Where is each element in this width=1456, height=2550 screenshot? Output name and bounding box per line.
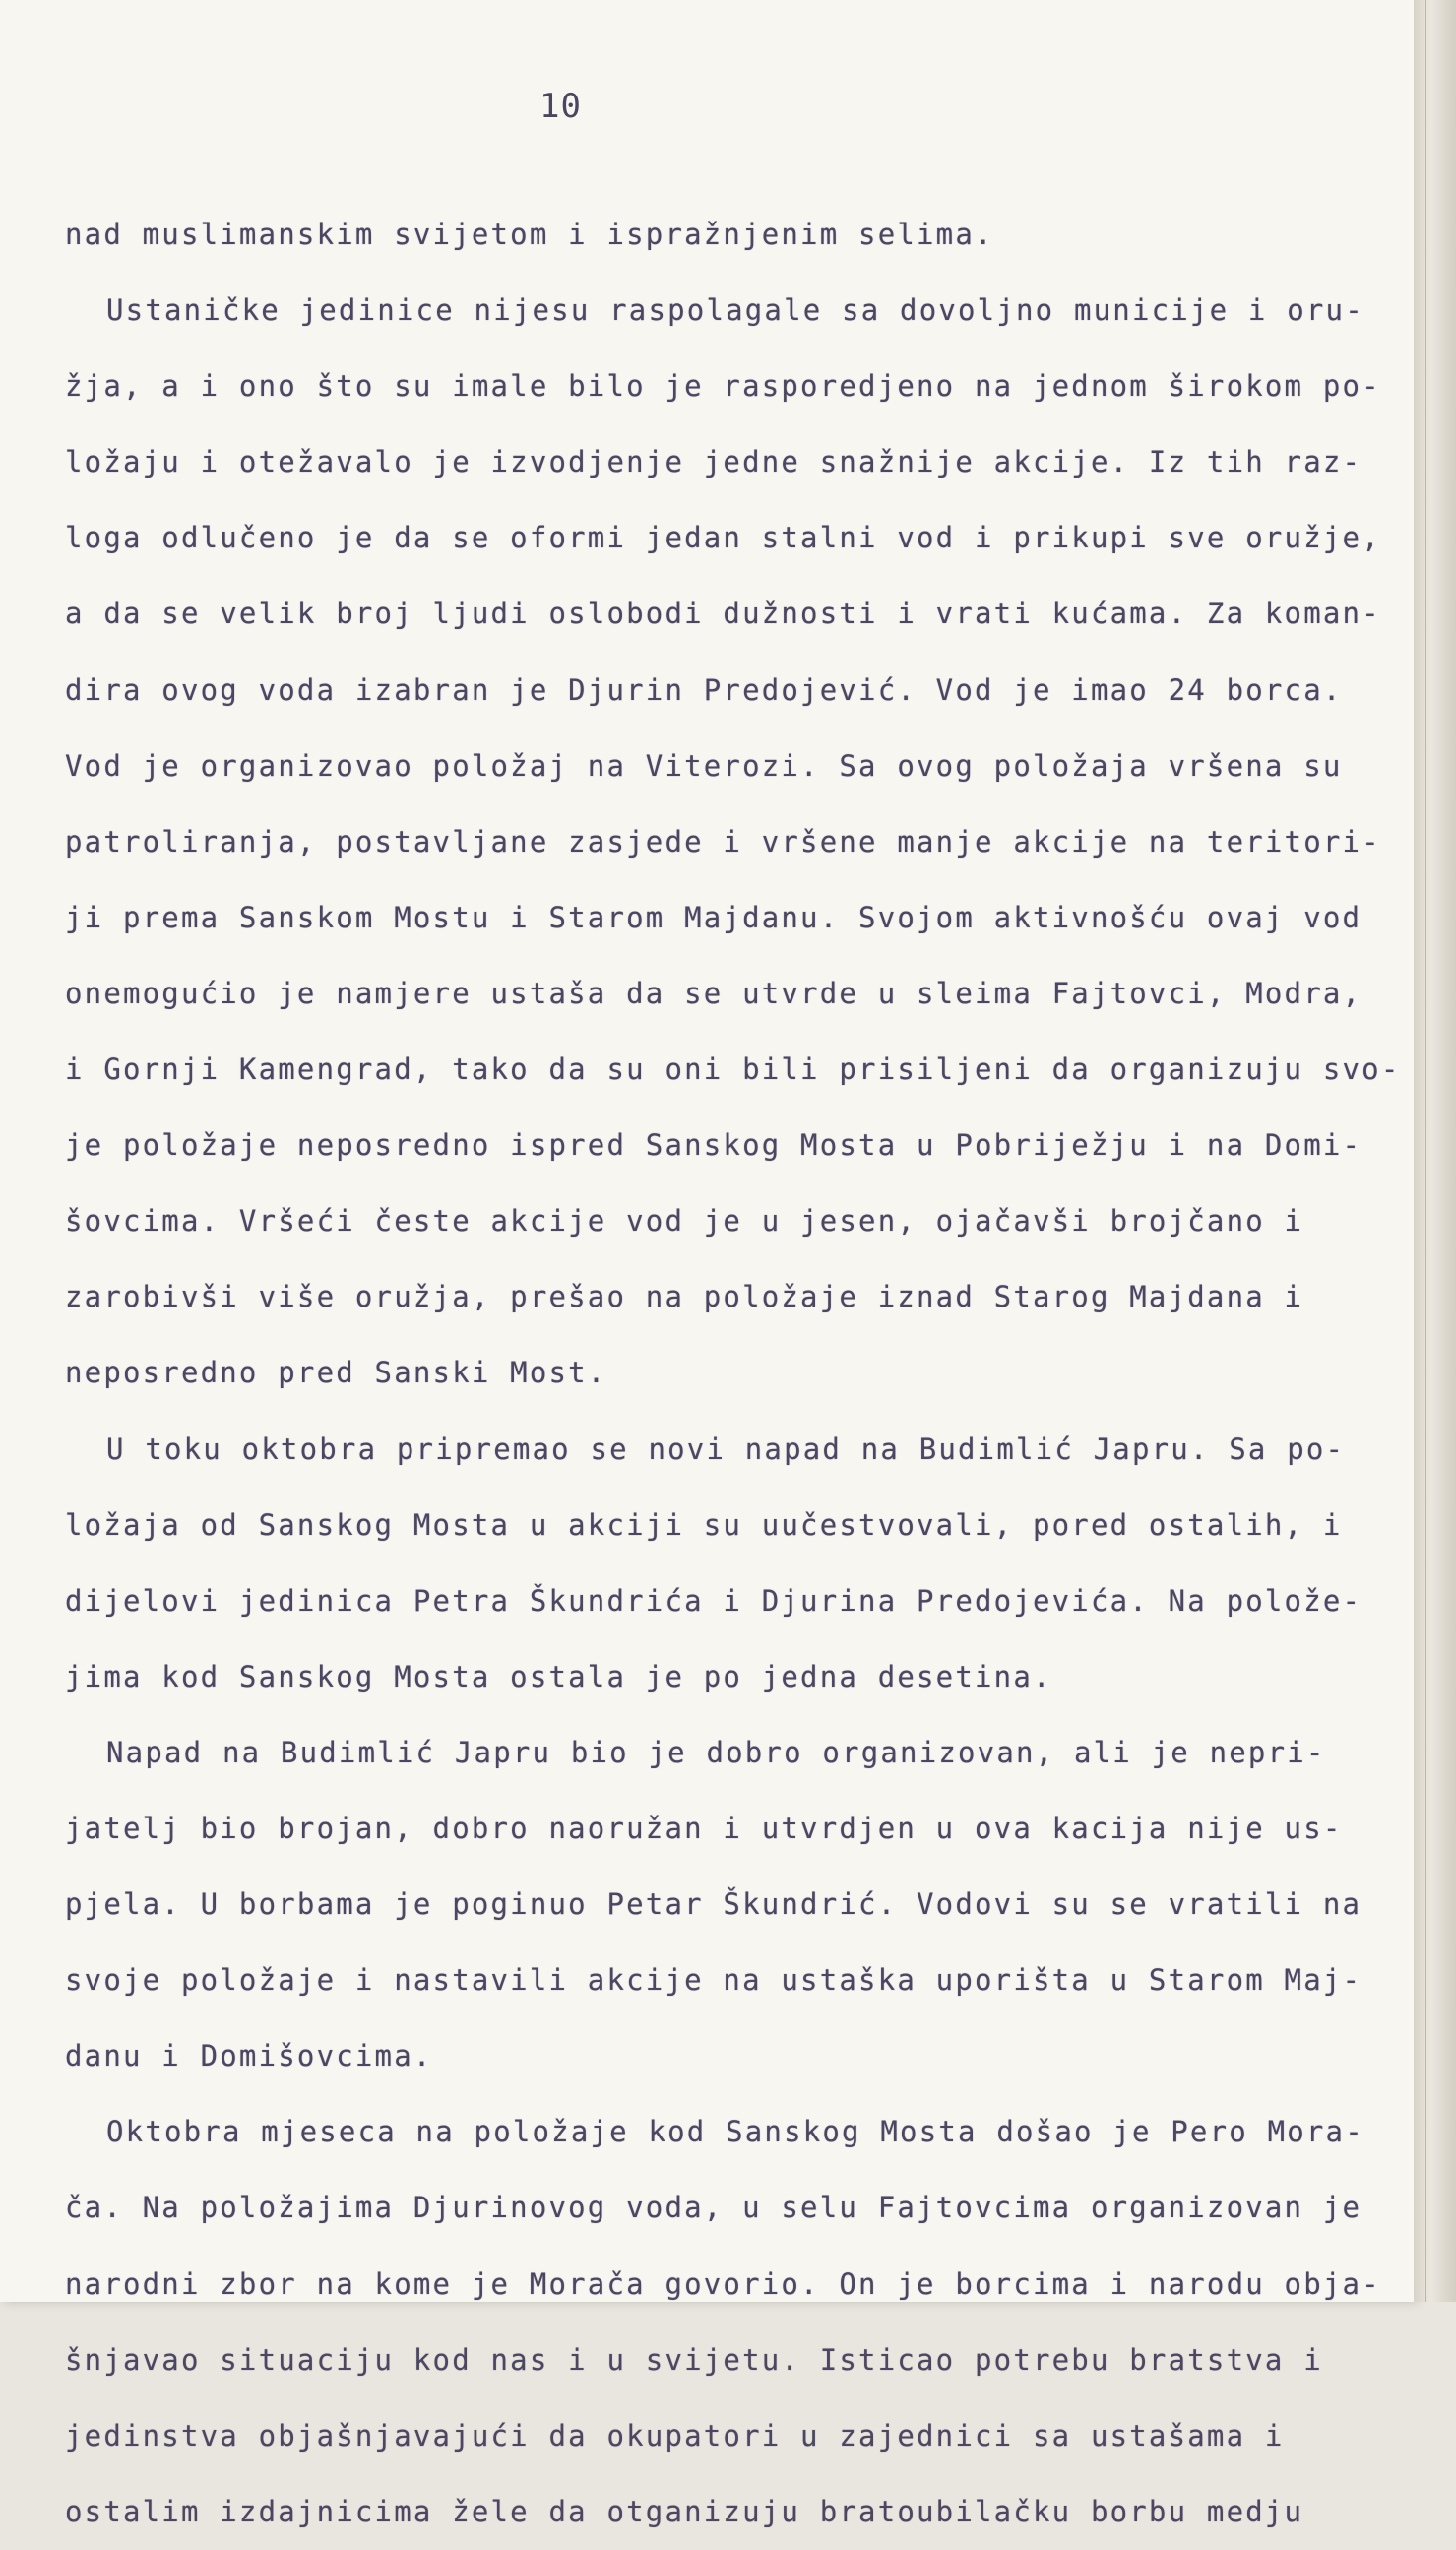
text-line: jima kod Sanskog Mosta ostala je po jedna desetina. <box>65 1659 1052 1693</box>
text-line: šovcima. Vršeći česte akcije vod je u jesen, ojačavši brojčano i <box>65 1204 1304 1239</box>
text-line: dijelovi jedinica Petra Škundrića i Djurina Predojevića. Na polože- <box>65 1583 1362 1618</box>
text-line: ostalim izdajnicima žele da otganizuju bratoubilačku borbu medju <box>65 2494 1304 2528</box>
text-line: ložaja od Sanskog Mosta u akciji su uučestvovali, pored ostalih, i <box>65 1507 1343 1542</box>
text-line: Oktobra mjeseca na položaje kod Sanskog Mosta došao je Pero Mora- <box>106 2115 1364 2149</box>
text-line: jatelj bio brojan, dobro naoružan i utvrdjen u ova kacija nije us- <box>65 1811 1343 1845</box>
text-line: nad muslimanskim svijetom i ispražnjenim selima. <box>65 218 994 251</box>
next-page-edge <box>1414 0 1456 2302</box>
text-line: ložaju i otežavalo je izvodjenje jedne snažnije akcije. Iz tih raz- <box>65 445 1362 479</box>
text-line: žja, a i ono što su imale bilo je rasporedjeno na jednom širokom po- <box>65 369 1381 404</box>
text-line: jedinstva objašnjavajući da okupatori u zajednici sa ustašama i <box>65 2418 1285 2453</box>
text-line: loga odlučeno je da se oformi jedan stalni vod i prikupi sve oružje, <box>65 521 1381 555</box>
text-line: šnjavao situaciju kod nas i u svijetu. Isticao potrebu bratstva i <box>65 2342 1323 2377</box>
text-line: neposredno pred Sanski Most. <box>65 1356 607 1390</box>
text-line: narodni zbor na kome je Morača govorio. On je borcima i narodu obja- <box>65 2266 1381 2301</box>
text-line: Ustaničke jedinice nijesu raspolagale sa dovoljno municije i oru- <box>106 293 1364 328</box>
text-line: U toku oktobra pripremao se novi napad na Budimlić Japru. Sa po- <box>106 1432 1346 1466</box>
text-line: patroliranja, postavljane zasjede i vršene manje akcije na teritori- <box>65 824 1381 859</box>
text-line: je položaje neposredno ispred Sanskog Mosta u Pobriježju i na Domi- <box>65 1128 1362 1163</box>
text-line: pjela. U borbama je poginuo Petar Škundrić. Vodovi su se vratili na <box>65 1887 1362 1922</box>
text-line: svoje položaje i nastavili akcije na ustaška uporišta u Starom Maj- <box>65 1963 1362 1998</box>
text-line: ča. Na položajima Djurinovog voda, u selu Fajtovcima organizovan je <box>65 2191 1362 2225</box>
page-edge-line <box>1425 0 1426 2302</box>
text-line: dira ovog voda izabran je Djurin Predojević. Vod je imao 24 borca. <box>65 672 1343 707</box>
text-line: ji prema Sanskom Mostu i Starom Majdanu. Svojom aktivnošću ovaj vod <box>65 900 1362 934</box>
text-line: zarobivši više oružja, prešao na položaje iznad Starog Majdana i <box>65 1280 1304 1314</box>
text-line: danu i Domišovcima. <box>65 2039 433 2073</box>
text-line: Vod je organizovao položaj na Viterozi. Sa ovog položaja vršena su <box>65 748 1343 783</box>
text-line: onemogućio je namjere ustaša da se utvrde u sleima Fajtovci, Modra, <box>65 976 1362 1010</box>
body-text <box>65 197 1404 2550</box>
page-number: 10 <box>539 87 582 126</box>
text-line: Napad na Budimlić Japru bio je dobro organizovan, ali je nepri- <box>106 1735 1326 1769</box>
text-line: a da se velik broj ljudi oslobodi dužnosti i vrati kućama. Za koman- <box>65 597 1381 631</box>
text-line: i Gornji Kamengrad, tako da su oni bili prisiljeni da organizuju svo- <box>65 1052 1401 1087</box>
